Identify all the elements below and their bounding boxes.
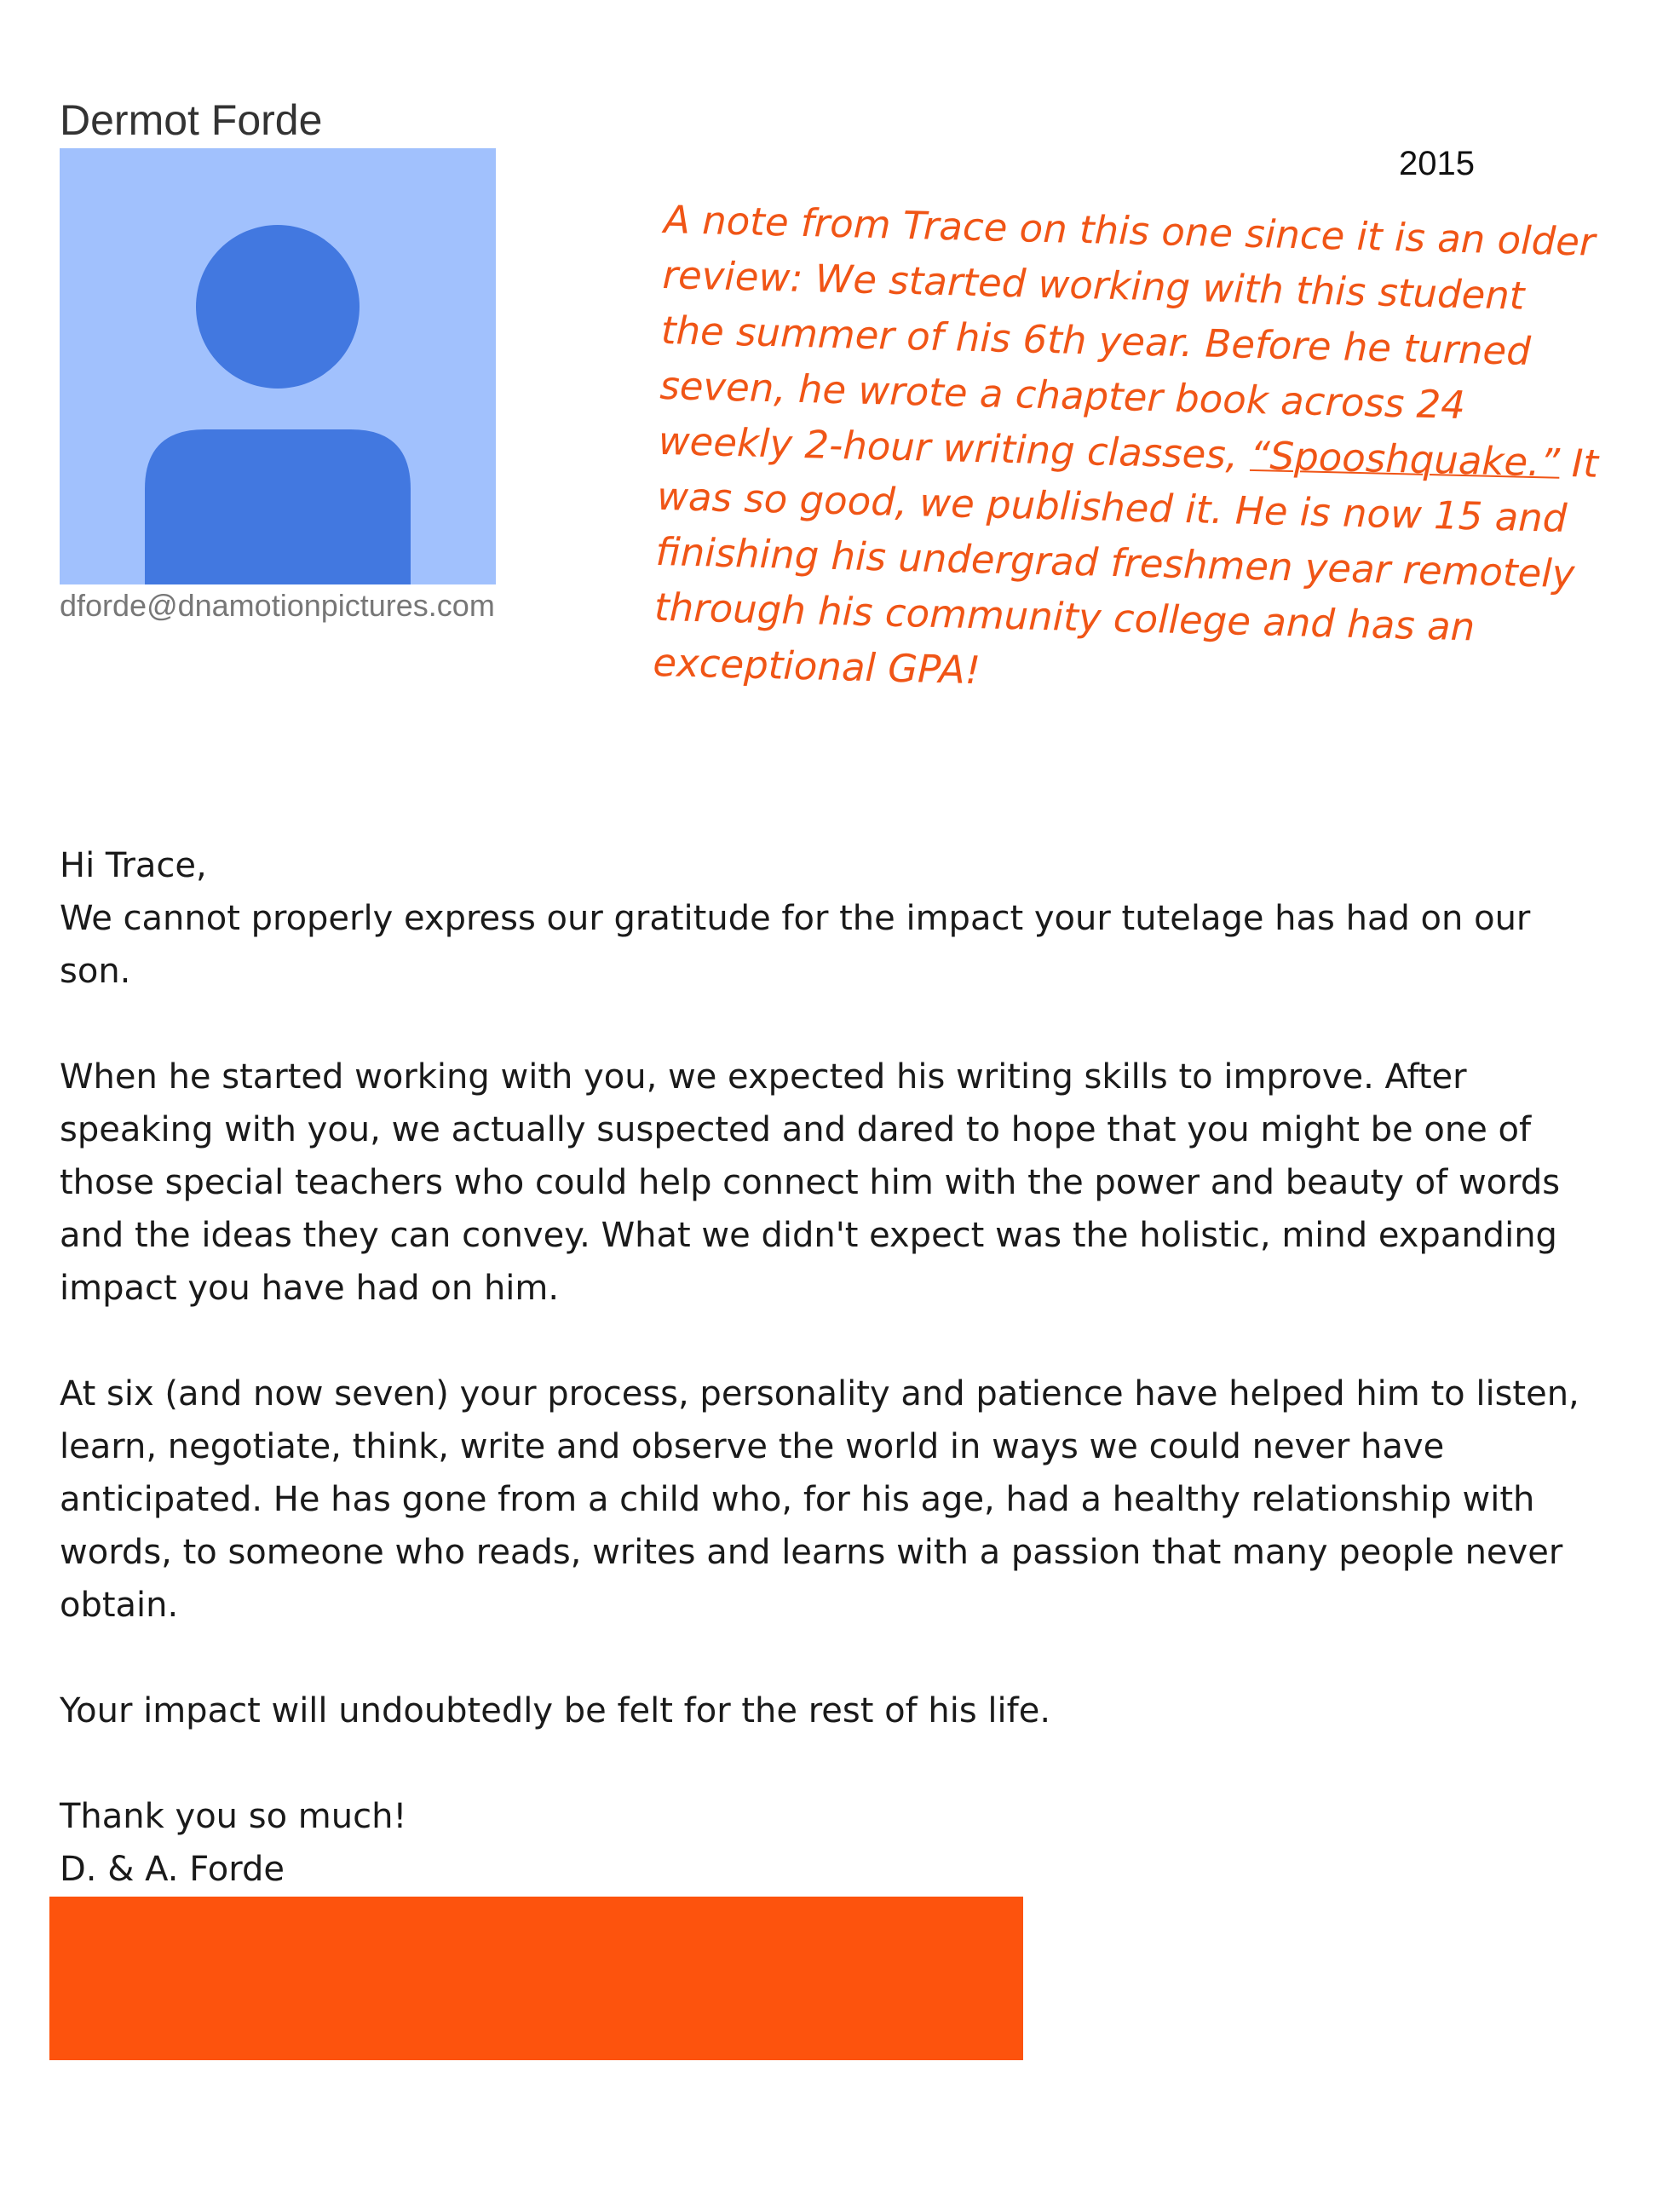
letter-paragraph-4 [60, 1684, 1627, 1737]
note-line-text: It [1559, 440, 1599, 487]
note-line: seven, he wrote a chapter book across 24 [659, 362, 1466, 429]
sender-email: dforde@dnamotionpictures.com [60, 588, 495, 623]
paragraph-line: words, to someone who reads, writes and learns with a passion that many people never [60, 1533, 1563, 1572]
note-line: through his community college and has an [653, 584, 1476, 650]
redaction-block [49, 1897, 1023, 2060]
paragraph-line: anticipated. He has gone from a child who, for his age, had a healthy relationship with [60, 1480, 1535, 1519]
paragraph-line: and the ideas they can convey. What we didn't expect was the holistic, mind expanding [60, 1216, 1557, 1255]
paragraph-line: Your impact will undoubtedly be felt for the rest of his life. [60, 1691, 1051, 1730]
note-line: finishing his undergrad freshmen year remotely [655, 528, 1576, 597]
paragraph-line: son. [60, 952, 131, 991]
letter-greeting [60, 839, 1627, 892]
note-line: the summer of his 6th year. Before he turned [660, 307, 1532, 374]
note-line-text: weekly 2-hour writing classes, [658, 417, 1251, 478]
trace-note [652, 192, 1599, 712]
paragraph-line: obtain. [60, 1586, 179, 1625]
paragraph-line: those special teachers who could help connect him with the power and beauty of words [60, 1163, 1561, 1202]
person-silhouette-icon [60, 148, 496, 584]
greeting-line: Hi Trace, [60, 846, 207, 885]
paragraph-line: impact you have had on him. [60, 1269, 560, 1308]
paragraph-line: When he started working with you, we expected his writing skills to improve. After [60, 1057, 1467, 1097]
letter-paragraph-1 [60, 892, 1627, 998]
paragraph-line: speaking with you, we actually suspected and dared to hope that you might be one of [60, 1110, 1532, 1149]
note-line: exceptional GPA! [652, 639, 981, 694]
review-year: 2015 [1399, 145, 1475, 182]
avatar [60, 148, 496, 584]
sender-name: Dermot Forde [60, 96, 323, 144]
paragraph-line: We cannot properly express our gratitude for the impact your tutelage has had on our [60, 899, 1531, 938]
closing-line: Thank you so much! [60, 1797, 407, 1836]
note-line: was so good, we published it. He is now 15 and [656, 473, 1568, 541]
letter-paragraph-2 [60, 1051, 1627, 1315]
book-title-link[interactable]: “Spooshquake.” [1249, 432, 1561, 486]
note-line: A note from Trace on this one since it is an older [663, 196, 1597, 265]
letter-body [60, 839, 1627, 1896]
signature-line: D. & A. Forde [60, 1850, 285, 1889]
letter-paragraph-3 [60, 1368, 1627, 1632]
paragraph-line: learn, negotiate, think, write and observe the world in ways we could never have [60, 1427, 1445, 1466]
note-line: review: We started working with this student [661, 251, 1526, 319]
letter-signoff [60, 1790, 1627, 1896]
paragraph-line: At six (and now seven) your process, personality and patience have helped him to listen, [60, 1374, 1579, 1414]
